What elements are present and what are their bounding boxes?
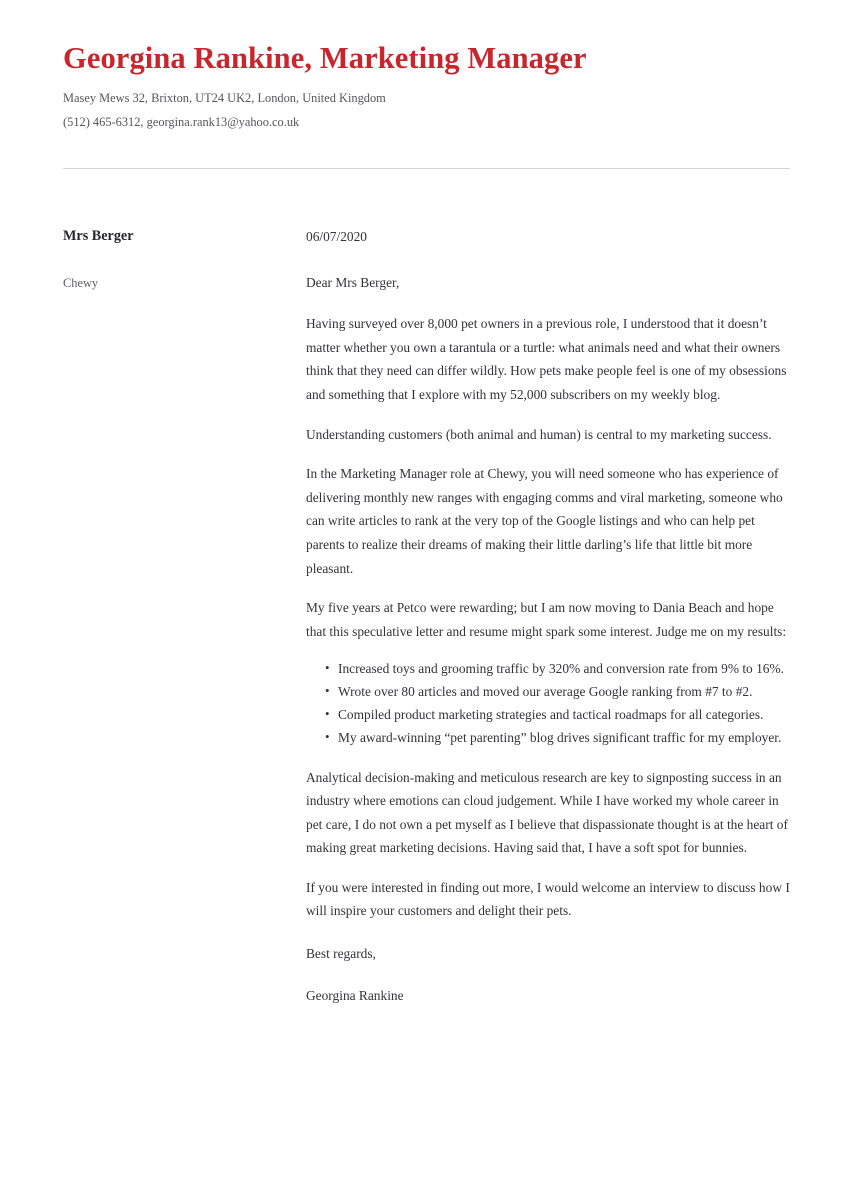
- letter-signoff: Best regards,: [306, 946, 376, 962]
- letter-paragraph: Analytical decision-making and meticulous research are key to signposting success in an industry where emotions can cloud judgement. While I have worked my whole career in pet care, I do not own a pet myself as I believe that dispassionate thought is at the heart of making great marketing decisions. Having said that, I have a soft spot for bunnies.: [306, 769, 788, 856]
- list-item: • Increased toys and grooming traffic by 320% and conversion rate from 9% to 16%.: [306, 657, 792, 680]
- letter-salutation: Dear Mrs Berger,: [306, 275, 400, 291]
- letter-paragraph: Understanding customers (both animal and human) is central to my marketing success.: [306, 426, 772, 442]
- page-title: Georgina Rankine, Marketing Manager: [63, 41, 587, 75]
- recipient-company: Chewy: [63, 276, 99, 291]
- letter-paragraph: If you were interested in finding out more, I would welcome an interview to discuss how I will inspire your customers and delight their pets.: [306, 879, 790, 919]
- letter-paragraph: In the Marketing Manager role at Chewy, you will need someone who has experience of delivering monthly new ranges with engaging comms and viral marketing, someone who can write articles to rank at the very top of the Google listings and who can help pet parents to realize their dreams of making their little darling’s life that little bit more pleasant.: [306, 466, 783, 576]
- letter-date: 06/07/2020: [306, 229, 368, 244]
- letter-main-column: [306, 228, 792, 1005]
- list-item: • Compiled product marketing strategies and tactical roadmaps for all categories.: [306, 703, 792, 726]
- contact-phone-email: (512) 465-6312, georgina.rank13@yahoo.co.uk: [63, 114, 300, 129]
- recipient-block: [63, 228, 293, 291]
- recipient-name: Mrs Berger: [63, 228, 134, 244]
- letter-signature-name: Georgina Rankine: [306, 988, 404, 1004]
- list-item: • Wrote over 80 articles and moved our average Google ranking from #7 to #2.: [306, 680, 792, 703]
- contact-address: Masey Mews 32, Brixton, UT24 UK2, London, United Kingdom: [63, 91, 386, 106]
- letter-paragraph: My five years at Petco were rewarding; but I am now moving to Dania Beach and hope that this speculative letter and resume might spark some interest. Judge me on my results:: [306, 600, 787, 639]
- letter-paragraph: Having surveyed over 8,000 pet owners in a previous role, I understood that it doesn’t matter whether you own a tarantula or a turtle: what animals need and what their owners think that they need can differ wildly. How pets make people feel is one of my obsessions and something that I explore with my 52,000 subscribers on my weekly blog.: [306, 316, 787, 402]
- letter-header: [63, 41, 790, 128]
- header-divider: [63, 168, 790, 169]
- list-item: • My award-winning “pet parenting” blog drives significant traffic for my employer.: [306, 726, 792, 749]
- achievements-list: [306, 657, 792, 749]
